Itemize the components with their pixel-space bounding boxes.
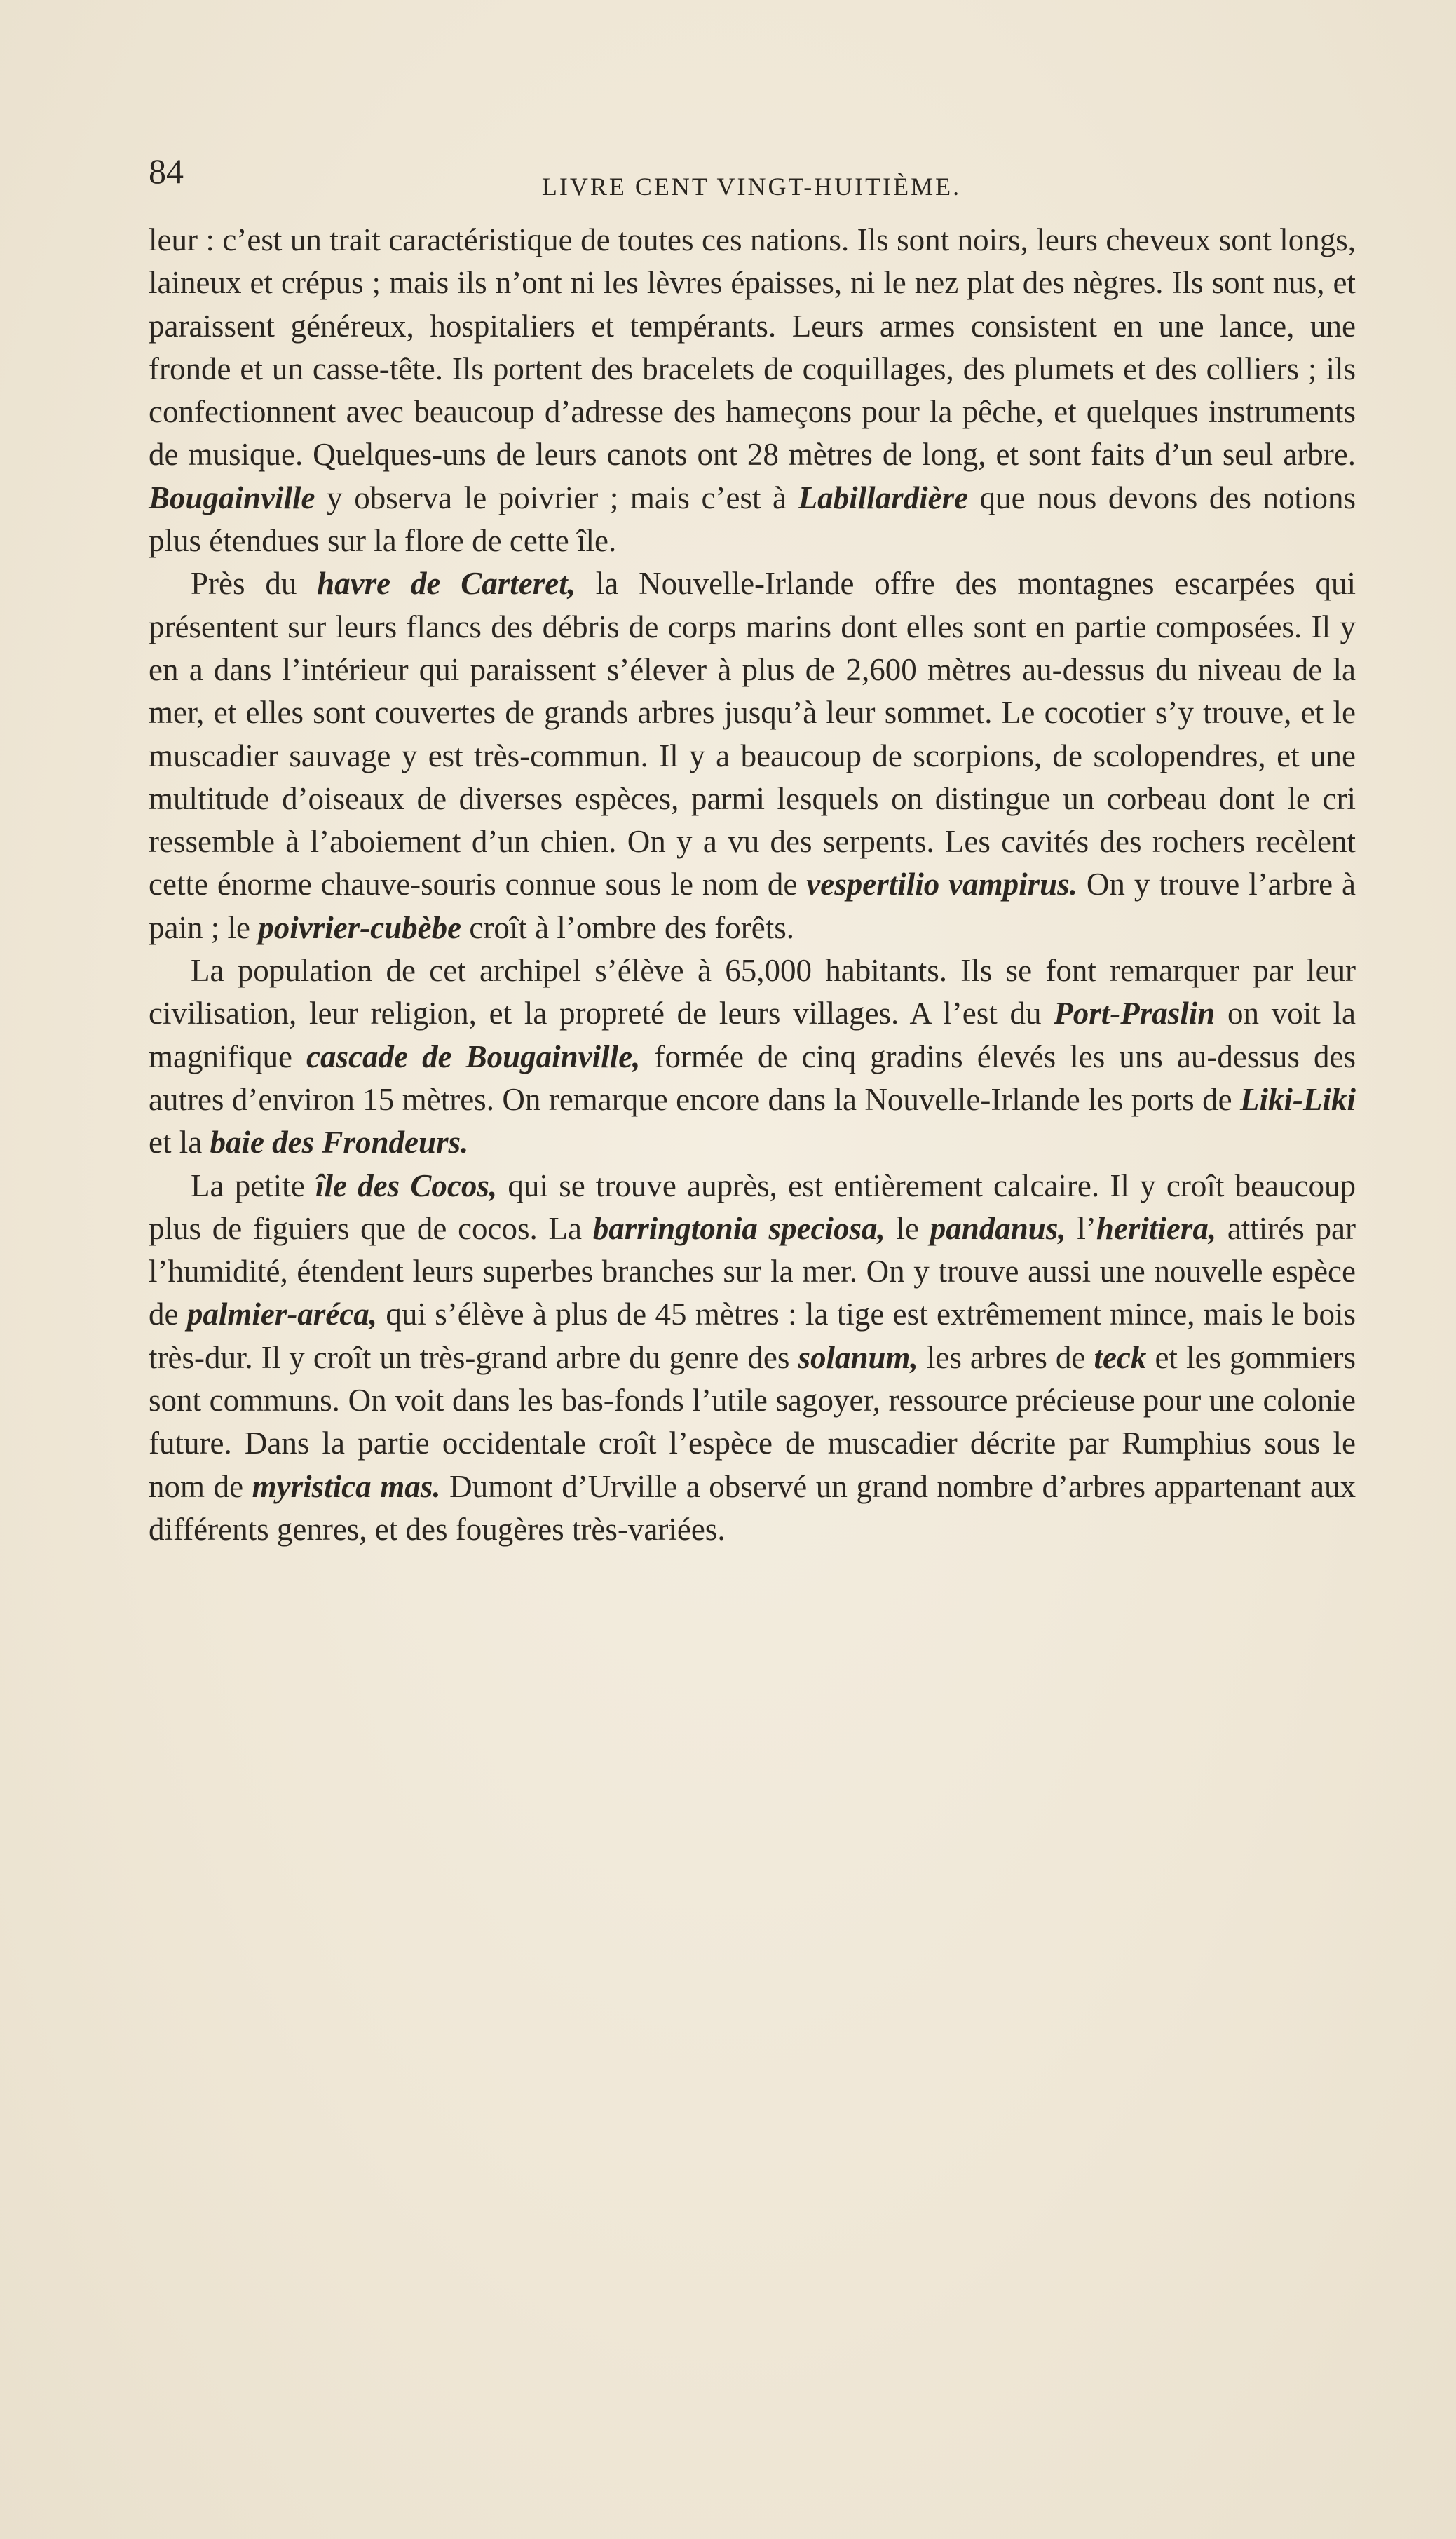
running-head: LIVRE CENT VINGT-HUITIÈME. [541,172,962,201]
paragraph [149,562,1356,949]
italic-term: baie des Frondeurs. [210,1125,469,1160]
text-run: croît à l’ombre des forêts. [461,909,794,945]
italic-term: myristica mas. [252,1468,441,1504]
page-number: 84 [149,151,184,191]
text-run: leur : c’est un trait caractéristique de toutes ces nations. Ils sont noirs, leurs cheveux sont longs, laineux et crépus ; mais ils n’ont ni les lèvres épaisses, ni le nez plat des nègres. Ils sont nus, et paraissent généreux, hospitaliers et tempérants. Leurs armes consistent en une lance, une fronde et un casse-tête. Ils portent des bracelets de coquillages, des plumets et des colliers ; ils confectionnent avec beaucoup d’adresse des hameçons pour la pêche, et quelques instruments de musique. Quelques-uns de leurs canots ont 28 mètres de long, et sont faits d’un seul arbre. [149,222,1356,473]
italic-term: havre de Carteret, [317,566,576,602]
paragraph [149,219,1356,562]
italic-term: heritiera, [1096,1210,1217,1246]
text-run: attirés par l’humidité, étendent leurs superbes branches sur la mer. On y trouve aussi une nouvelle espèce de [149,1210,1356,1332]
italic-term: solanum, [798,1339,918,1375]
text-run: qui s’élève à plus de 45 mètres : la tige est extrêmement mince, mais le bois très-dur. Il y croît un très-grand arbre du genre des [149,1296,1356,1375]
text-run: et les gommiers sont communs. On voit dans les bas-fonds l’utile sagoyer, ressource précieuse pour une colonie future. Dans la partie occidentale croît l’espèce de muscadier décrite par Rumphius sous le nom de [149,1339,1356,1504]
text-run: Près du [191,566,318,602]
italic-term: Bougainville [149,480,315,515]
text-run: la Nouvelle-Irlande offre des montagnes escarpées qui présentent sur leurs flancs des débris de corps marins dont elles sont en partie composées. Il y en a dans l’intérieur qui paraissent s’élever à plus de 2,600 mètres au-dessus du niveau de la mer, et elles sont couvertes de grands arbres jusqu’à leur sommet. Le cocotier s’y trouve, et le muscadier sauvage y est très-commun. Il y a beaucoup de scorpions, de scolopendres, et une multitude d’oiseaux de diverses espèces, parmi lesquels on distingue un corbeau dont le cri ressemble à l’aboiement d’un chien. On y a vu des serpents. Les cavités des rochers recèlent cette énorme chauve-souris connue sous le nom de [149,566,1356,902]
page-header [149,150,1354,199]
text-run: On y trouve l’arbre à pain ; le [149,867,1356,945]
text-run: Dumont d’Urville a observé un grand nombre d’arbres appartenant aux différents genres, et des fougères très-variées. [149,1468,1356,1547]
text-run: qui se trouve auprès, est entièrement calcaire. Il y croît beaucoup plus de figuiers que de cocos. La [149,1167,1356,1246]
text-run: le [885,1210,930,1246]
italic-term: teck [1094,1339,1147,1375]
text-run: La population de cet archipel s’élève à 65,000 habitants. Ils se font remarquer par leur civilisation, leur religion, et la propreté de leurs villages. A l’est du [149,953,1356,1031]
body-text [149,219,1356,1551]
text-run: y observa le poivrier ; mais c’est à [315,480,798,515]
italic-term: barringtonia speciosa, [592,1210,885,1246]
italic-term: île des Cocos, [315,1167,498,1203]
text-run: on voit la magnifique [149,996,1356,1074]
text-run: et la [149,1125,210,1160]
italic-term: palmier-aréca, [186,1296,378,1332]
italic-term: Labillardière [798,480,969,515]
text-run: formée de cinq gradins élevés les uns au-dessus des autres d’environ 15 mètres. On remarque encore dans la Nouvelle-Irlande les ports de [149,1038,1356,1117]
text-run: La petite [191,1167,315,1203]
paragraph [149,949,1356,1164]
paragraph [149,1165,1356,1552]
italic-term: poivrier-cubèbe [258,909,462,945]
italic-term: pandanus, [930,1210,1066,1246]
italic-term: Port-Praslin [1054,996,1216,1031]
text-run: l’ [1066,1210,1096,1246]
text-run: que nous devons des notions plus étendues sur la flore de cette île. [149,480,1356,559]
italic-term: vespertilio vampirus. [806,867,1077,902]
text-run: les arbres de [918,1339,1094,1375]
italic-term: Liki-Liki [1240,1081,1356,1117]
italic-term: cascade de Bougainville, [306,1038,641,1074]
